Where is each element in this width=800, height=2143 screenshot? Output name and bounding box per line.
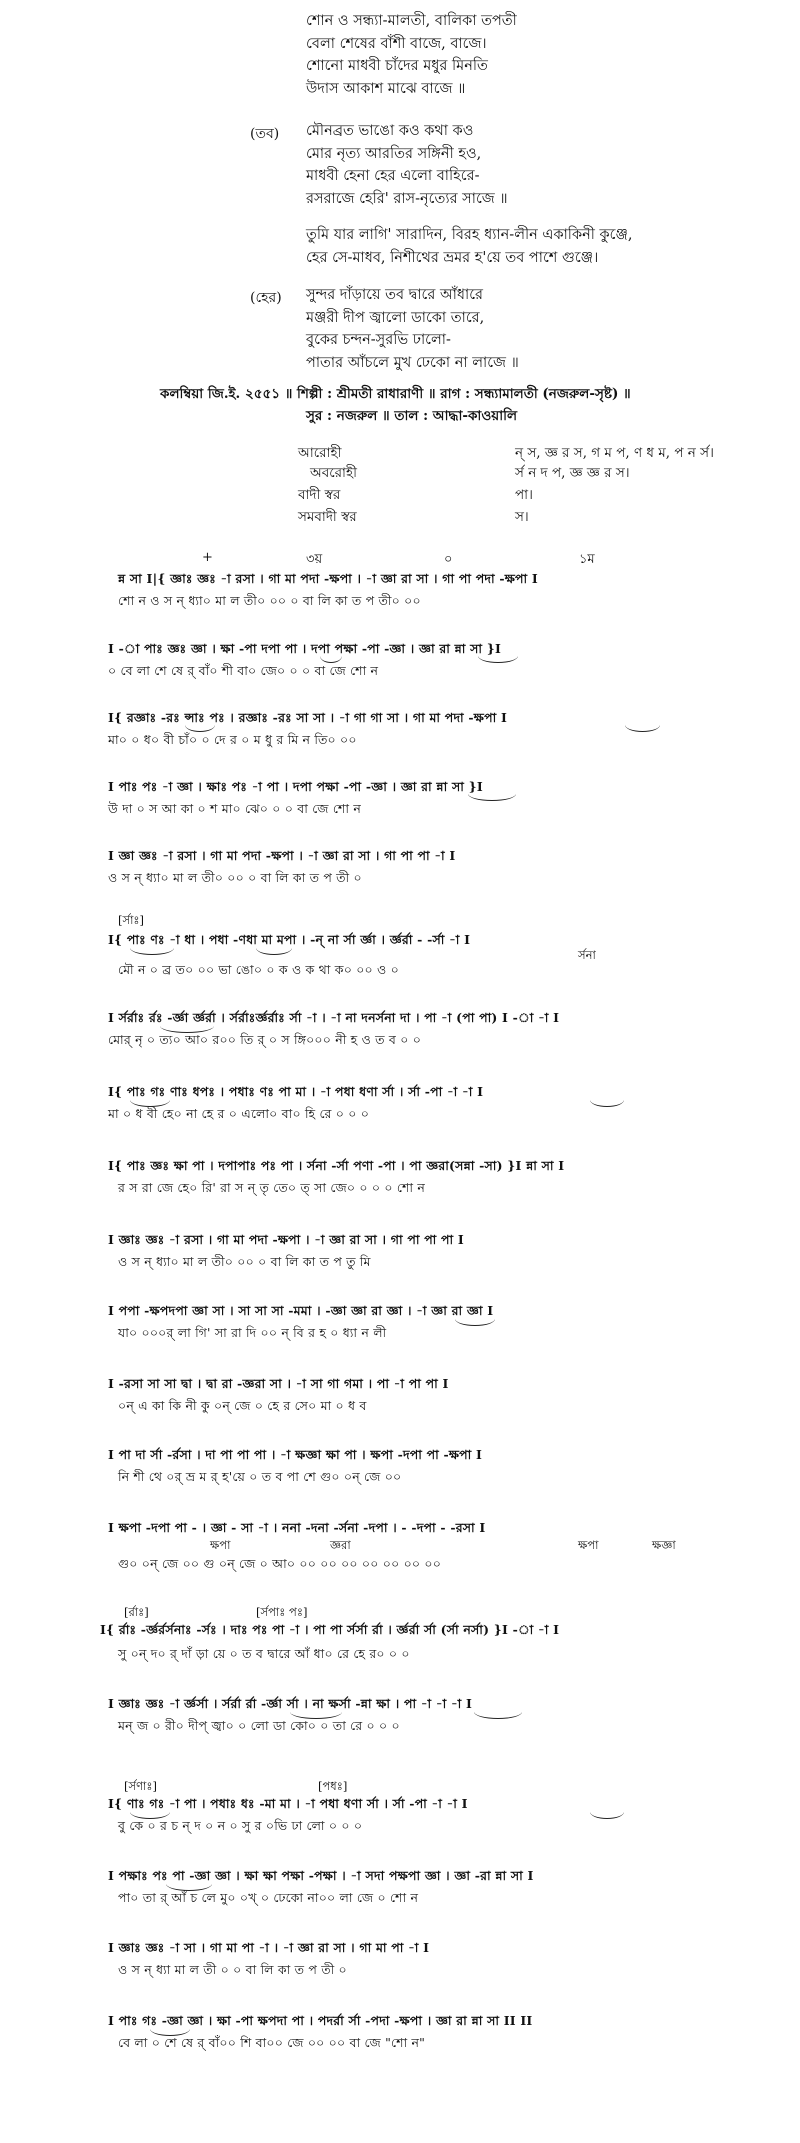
syllable-line: মা ০ ধ বী হে০ না হে র ০ এলো০ বা০ হি রে ০ ০ ০	[108, 1106, 370, 1121]
notation-line: I -রসা সা সা দ্বা । দ্বা রা -জ্ঞরা সা । -া সা গা গমা । পা -া পা পা I	[108, 1376, 449, 1391]
raga-key: সমবাদী স্বর	[298, 509, 357, 525]
notation-line: I জ্ঞাঃ জ্ঞঃ -া সা । গা মা পা -া । -া জ্ঞা রা সা । গা মা পা -া I	[108, 1940, 430, 1955]
section-marker: [র্রাঃ]	[124, 1605, 149, 1619]
slur	[590, 1812, 624, 1819]
raga-value: ন্‌ স, জ্ঞ র স, গ ম প, ণ ধ ম, প ন র্স।	[515, 445, 714, 461]
sub-notation: র্সনা	[578, 948, 596, 962]
syllable-line: বে লা ০ শে ষে র্‌ বাঁ০০ শি বা০০ জে ০০ ০০ বা জে "শো ন"	[118, 2035, 426, 2050]
raga-key: আরোহী	[298, 445, 342, 461]
lyric-line: হের সে-মাধব, নিশীথের ভ্রমর হ'য়ে তব পাশে গুঞ্জে।	[306, 249, 599, 266]
lyric-line: বুকের চন্দন-সুরভি ঢালো-	[306, 332, 451, 348]
lyric-line: শোনো মাধবী চাঁদের মধুর মিনতি	[306, 58, 488, 74]
syllable-line: গু০ ০ন্‌ জে ০০ গু ০ন্‌ জে ০ আ০ ০০ ০০ ০০ ০০ ০০ ০০ ০০	[118, 1556, 442, 1571]
notation-line: I পপা -ক্ষপদপা জ্ঞা সা । সা সা সা -মমা । -জ্ঞা জ্ঞা রা জ্ঞা । -া জ্ঞা রা জ্ঞা I	[108, 1303, 494, 1318]
section-marker: [র্সাঃ]	[118, 913, 145, 927]
syllable-line: পা০ তা র্‌ আঁ চ লে মু০ ০খ্‌ ০ ঢেকো না০০ লা জে ০ শো ন	[118, 1890, 419, 1905]
lyric-line: রসরাজে হেরি' রাস-নৃত্যের সাজে ॥	[306, 190, 508, 207]
syllable-line: ও স ন্‌ ধ্যা০ মা ল তী০ ০০ ০ বা লি কা ত প তু মি	[118, 1254, 371, 1269]
notation-line: I জ্ঞাঃ জ্ঞঃ -া রসা । গা মা পদা -ক্ষপা । -া জ্ঞা রা সা । গা পা পা পা I	[108, 1232, 464, 1247]
lyric-line: মৌনব্রত ভাঙো কও কথা কও	[306, 123, 474, 139]
raga-value: পা।	[515, 487, 533, 503]
slur	[256, 948, 292, 955]
lyric-line: মোর নৃত্য আরতির সঙ্গিনী হও,	[306, 145, 482, 162]
syllable-line: ০ বে লা শে ষে র্‌ বাঁ০ শী বা০ জে০ ০ ০ বা জে শো ন	[108, 663, 379, 678]
slur	[590, 1100, 624, 1107]
sub-notation: জ্ঞরা	[330, 1538, 351, 1552]
lyric-line: পাতার আঁচলে মুখ ঢেকো না লাজে ॥	[306, 354, 519, 371]
verse-4	[306, 284, 519, 374]
section-marker: [র্সপাঃ পঃ]	[256, 1605, 308, 1619]
lyric-line: মঞ্জরী দীপ জ্বালো ডাকো তারে,	[306, 309, 485, 326]
syllable-line: ০ন্‌ এ কা কি নী কু ০ন্‌ জে ০ হে র সে০ মা ০ ধ ব	[118, 1398, 367, 1413]
notation-line: I{ পাঃ গঃ ণাঃ ধপঃ । পধাঃ ণঃ পা মা । -া পধা ধণা র্সা । র্সা -পা -া -া I	[108, 1084, 484, 1099]
raga-key: বাদী স্বর	[298, 487, 341, 503]
slur	[625, 725, 660, 732]
tala-marker: ৩য়	[306, 552, 323, 567]
notation-line: I পক্ষাঃ পঃ পা -জ্ঞা জ্ঞা । ক্ষা ক্ষা পক্ষা -পক্ষা । -া সদা পক্ষপা জ্ঞা । জ্ঞা -রা ন্না সা I	[108, 1868, 534, 1883]
lyric-line: সুন্দর দাঁড়ায়ে তব দ্বারে আঁধারে	[306, 287, 483, 303]
record-info: কলম্বিয়া জি.ই. ২৫৫১ ॥ শিল্পী : শ্রীমতী রাধারাণী ॥ রাগ : সন্ধ্যামালতী (নজরুল-সৃষ্ট) ॥	[160, 386, 631, 402]
syllable-line: র স রা জে হে০ রি' রা স ন্‌ তৃ তে০ ত্‌ সা জে০ ০ ০ ০ শো ন	[118, 1180, 426, 1195]
section-marker: [র্সণাঃ]	[124, 1779, 157, 1793]
syllable-line: ও স ন্‌ ধ্যা০ মা ল তী০ ০০ ০ বা লি কা ত প তী ০	[108, 870, 362, 885]
section-marker: [পধঃ]	[318, 1779, 348, 1793]
syllable-line: মোর্‌ নৃ ০ ত্য০ আ০ র০০ তি র্‌ ০ স ঙ্গি০০০ নী হ ও ত ব ০ ০	[108, 1032, 422, 1047]
slur	[320, 656, 342, 663]
sub-notation: ক্ষপা	[210, 1538, 231, 1552]
slur	[478, 656, 518, 663]
syllable-line: ও স ন্‌ ধ্যা মা ল তী ০ ০ বা লি কা ত প তী ০	[118, 1962, 347, 1977]
raga-value: র্স ন দ প, জ্ঞ জ্ঞ র স।	[515, 465, 630, 481]
verse-4-tag: (হের)	[250, 290, 282, 306]
verse-2	[306, 120, 632, 269]
notation-line: I র্সর্রাঃ র্রঃ -র্জ্ঞা র্জ্ঞর্রা । র্সর্রাঃর্জ্ঞর্রাঃ র্সা -া । -া না দনর্সনা দা । পা -া (পা পা) I -া -া I	[108, 1010, 560, 1025]
lyric-line: তুমি যার লাগি' সারাদিন, বিরহ ধ্যান-লীন একাকিনী কুঞ্জে,	[306, 227, 633, 243]
notation-line: I{ পাঃ ণঃ -া ধা । পধা -ণধা মা মপা । -ন্‌ না র্সা র্জ্ঞা । র্জ্ঞর্রা - -র্সা -া I	[108, 932, 471, 947]
sub-notation: ক্ষজ্ঞা	[652, 1538, 676, 1552]
syllable-line: মৌ ন ০ ব্র ত০ ০০ ভা ঙো০ ০ ক ও ক থা ক০ ০০ ও ০	[118, 962, 399, 977]
lyric-line: মাধবী হেনা হের এলো বাহিরে-	[306, 168, 480, 184]
syllable-line: শো ন ও স ন্‌ ধ্যা০ মা ল তী০ ০০ ০ বা লি কা ত প তী০ ০০	[118, 593, 421, 608]
notation-line: I পা দা র্সা -র্রসা । দা পা পা পা । -া ক্ষজ্ঞা ক্ষা পা । ক্ষপা -দপা পা -ক্ষপা I	[108, 1447, 483, 1462]
notation-line: I{ রজ্ঞাঃ -রঃ ন্সাঃ পঃ । রজ্ঞাঃ -রঃ সা সা । -া গা গা সা । গা মা পদা -ক্ষপা I	[108, 710, 508, 725]
raga-key: অবরোহী	[310, 465, 357, 481]
syllable-line: মন্‌ জ ০ রী০ দীপ্‌ জ্বা০ ০ লো ডা কো০ ০ তা রে ০ ০ ০	[118, 1718, 400, 1733]
tala-marker: +	[202, 550, 213, 565]
syllable-line: উ দা ০ স আ কা ০ শ মা০ ঝে০ ০ ০ বা জে শো ন	[108, 801, 361, 816]
notation-line: I পাঃ গঃ -জ্ঞা জ্ঞা । ক্ষা -পা ক্ষপদা পা । পদর্রা র্সা -পদা -ক্ষপা । জ্ঞা রা ন্না সা II II	[108, 2013, 533, 2028]
slur	[185, 725, 215, 732]
slur	[455, 1319, 495, 1326]
notation-line: I{ পাঃ জ্ঞঃ ক্ষা পা । দপাপাঃ পঃ পা । র্সনা -র্সা পণা -পা । পা জ্ঞরা(সন্না -সা) }I ন্না সা I	[108, 1158, 565, 1173]
notation-line: I পাঃ পঃ -া জ্ঞা । ক্ষাঃ পঃ -া পা । দপা পক্ষা -পা -জ্ঞা । জ্ঞা রা ন্না সা }I	[108, 779, 483, 794]
raga-value: স।	[515, 509, 529, 525]
composer-info: সুর : নজরুল ॥ তাল : আদ্ধা-কাওয়ালি	[306, 408, 518, 424]
notation-line: ন্ন সা I|{ জ্ঞাঃ জ্ঞঃ -া রসা । গা মা পদা -ক্ষপা । -া জ্ঞা রা সা । গা পা পদা -ক্ষপা I	[118, 571, 538, 586]
slur	[474, 1712, 522, 1719]
notation-line: I -া পাঃ জ্ঞঃ জ্ঞা । ক্ষা -পা দপা পা । দপা পক্ষা -পা -জ্ঞা । জ্ঞা রা ন্না সা }I	[108, 641, 502, 656]
lyric-line: বেলা শেষের বাঁশী বাজে, বাজে।	[306, 35, 487, 52]
syllable-line: বু কে ০ র চ ন্‌ দ ০ ন ০ সু র ০ভি ঢা লো ০ ০ ০	[118, 1818, 363, 1833]
syllable-line: মা০ ০ ধ০ বী চাঁ০ ০ দে র ০ ম ধু র মি ন তি০ ০০	[108, 732, 357, 747]
tala-marker: ০	[444, 552, 453, 567]
slur	[468, 794, 516, 801]
syllable-line: সু ০ন্‌ দ০ র্‌ দাঁ ড়া য়ে ০ ত ব দ্বারে আঁ ধা০ রে হে র০ ০ ০	[118, 1646, 410, 1661]
lyric-line: উদাস আকাশ মাঝে বাজে ॥	[306, 80, 466, 97]
notation-line: I জ্ঞাঃ জ্ঞঃ -া র্জ্ঞর্সা । র্সর্রা র্রা -র্জ্ঞা র্সা । না ক্ষর্সা -ন্না ক্ষা । পা -া -া -া I	[108, 1696, 473, 1711]
notation-line: I জ্ঞা জ্ঞঃ -া রসা । গা মা পদা -ক্ষপা । -া জ্ঞা রা সা । গা পা পা -া I	[108, 848, 456, 863]
notation-line: I{ র্রাঃ -র্জ্ঞর্রর্সনাঃ -র্সঃ । দাঃ পঃ পা -া । পা পা র্সর্সা র্রা । র্জ্ঞর্রা র্সা (র্সা নর্সা) }I -া -া I	[100, 1622, 560, 1637]
syllable-line: যা০ ০০০র্‌ লা গি' সা রা দি ০০ ন্‌ বি র হ ০ ধ্যা ন লী	[118, 1325, 387, 1340]
tala-marker: ১ম	[579, 552, 595, 567]
sub-notation: ক্ষপা	[578, 1538, 599, 1552]
notation-line: I ক্ষপা -দপা পা - । জ্ঞা - সা -া । ননা -দনা -র্সনা -দপা । - -দপা - -রসা I	[108, 1520, 486, 1535]
lyric-line: শোন ও সন্ধ্যা-মালতী, বালিকা তপতী	[306, 13, 517, 29]
verse-2-tag: (তব)	[250, 126, 280, 142]
notation-line: I{ ণাঃ গঃ -া পা । পধাঃ ধঃ -মা মা । -া পধা ধণা র্সা । র্সা -পা -া -া I	[108, 1796, 468, 1811]
verse-1	[306, 10, 517, 100]
slur	[130, 948, 174, 955]
syllable-line: নি শী থে ০র্‌ ভ্র ম র্‌ হ'য়ে ০ ত ব পা শে গু০ ০ন্‌ জে ০০	[118, 1469, 402, 1484]
